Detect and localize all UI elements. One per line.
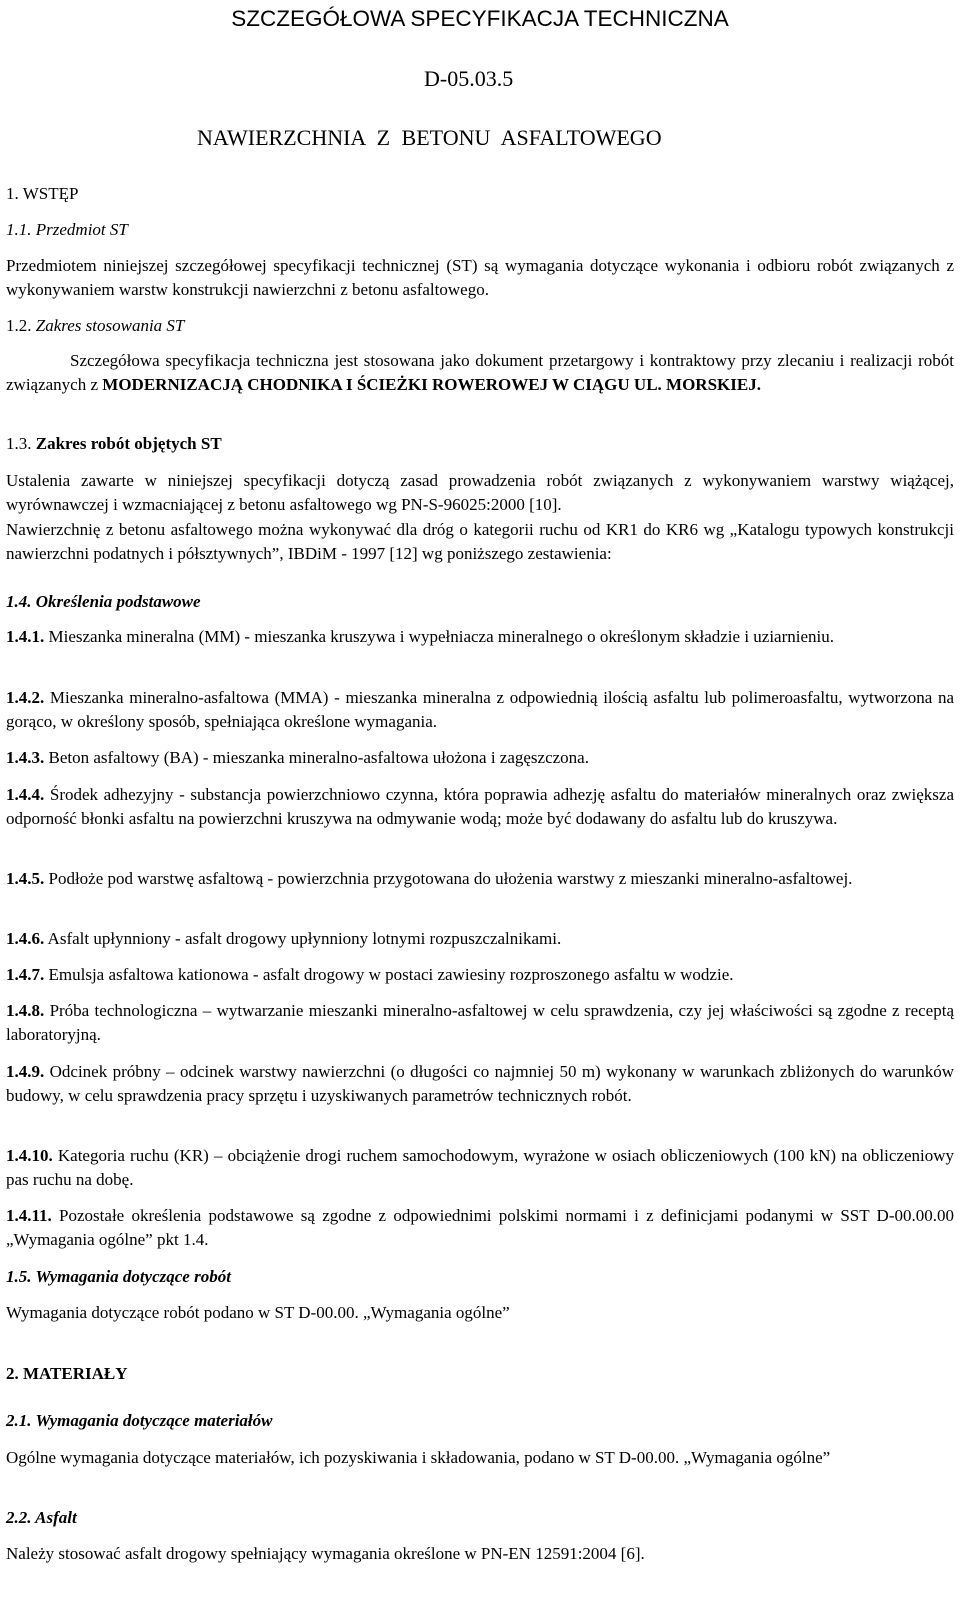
definition-1-4-1 (6, 625, 954, 649)
heading-1-5: 1.5. Wymagania dotyczące robót (6, 1267, 231, 1286)
heading-1-4: 1.4. Określenia podstawowe (6, 592, 201, 611)
paragraph-1-2-text: Szczegółowa specyfikacja techniczna jest stosowana jako dokument przetargowy i kontraktowy przy zlecaniu i realizacji robót związanych z (6, 351, 954, 394)
definition-text: Podłoże pod warstwę asfaltową - powierzchnia przygotowana do ułożenia warstwy z mieszanki mineralno-asfaltowej. (44, 869, 853, 888)
definition-number: 1.4.11. (6, 1206, 52, 1225)
definition-number: 1.4.5. (6, 869, 45, 888)
spec-subtitle: NAWIERZCHNIA Z BETONU ASFALTOWEGO (197, 125, 662, 150)
definition-number: 1.4.10. (6, 1146, 53, 1165)
definition-text: Mieszanka mineralno-asfaltowa (MMA) - mieszanka mineralna z odpowiednią ilością asfaltu lub polimeroasfaltu, wytworzona na gorąco, w określony sposób, spełniająca określone wymagania. (6, 688, 954, 731)
heading-1-2-title: Zakres stosowania ST (35, 316, 185, 335)
spec-code: D-05.03.5 (424, 66, 514, 91)
definition-1-4-11 (6, 1204, 954, 1251)
definition-number: 1.4.8. (6, 1001, 45, 1020)
paragraph-2-1: Ogólne wymagania dotyczące materiałów, ich pozyskiwania i składowania, podano w ST D-00.00. „Wymagania ogólne” (6, 1448, 831, 1467)
definition-1-4-3 (6, 746, 954, 770)
definition-number: 1.4.3. (6, 748, 45, 767)
definition-number: 1.4.4. (6, 785, 45, 804)
heading-1-3-number: 1.3. (6, 434, 32, 453)
heading-1-3 (6, 432, 954, 456)
paragraph-1-2 (6, 349, 954, 396)
definition-1-4-10 (6, 1144, 954, 1191)
section-2-heading: 2. MATERIAŁY (6, 1364, 128, 1383)
heading-1-1: 1.1. Przedmiot ST (6, 220, 128, 239)
definition-1-4-7 (6, 963, 954, 987)
definition-1-4-9 (6, 1060, 954, 1107)
document-title: SZCZEGÓŁOWA SPECYFIKACJA TECHNICZNA (231, 6, 729, 31)
section-1-heading: 1. WSTĘP (6, 184, 79, 203)
heading-1-2-number: 1.2. (6, 316, 32, 335)
definition-text: Odcinek próbny – odcinek warstwy nawierzchni (o długości co najmniej 50 m) wykonany w warunkach zbliżonych do warunków budowy, w celu sprawdzenia pracy sprzętu i uzyskiwanych parametrów technicznych robót. (6, 1062, 954, 1105)
definition-1-4-4 (6, 783, 954, 830)
definition-text: Próba technologiczna – wytwarzanie mieszanki mineralno-asfaltowej w celu sprawdzenia, czy jej właściwości są zgodne z receptą laboratoryjną. (6, 1001, 954, 1044)
heading-2-1: 2.1. Wymagania dotyczące materiałów (6, 1411, 273, 1430)
paragraph-1-5: Wymagania dotyczące robót podano w ST D-00.00. „Wymagania ogólne” (6, 1303, 510, 1322)
definition-text: Beton asfaltowy (BA) - mieszanka mineralno-asfaltowa ułożona i zagęszczona. (44, 748, 589, 767)
definition-text: Pozostałe określenia podstawowe są zgodne z odpowiednimi polskimi normami i z definicjami podanymi w SST D-00.00.00 „Wymagania ogólne” pkt 1.4. (6, 1206, 954, 1249)
paragraph-2-2: Należy stosować asfalt drogowy spełniający wymagania określone w PN-EN 12591:2004 [6]. (6, 1544, 645, 1563)
definition-number: 1.4.2. (6, 688, 45, 707)
heading-2-2: 2.2. Asfalt (6, 1508, 77, 1527)
paragraph-1-1: Przedmiotem niniejszej szczegółowej specyfikacji technicznej (ST) są wymagania dotyczące wykonania i odbioru robót związanych z wykonywaniem warstw konstrukcji nawierzchni z betonu asfaltowego. (6, 256, 954, 299)
definition-1-4-2 (6, 686, 954, 733)
paragraph-1-3-a: Ustalenia zawarte w niniejszej specyfikacji dotyczą zasad prowadzenia robót związanych z wykonywaniem warstwy wiążącej, wyrównawczej i wzmacniającej z betonu asfaltowego wg PN-S-96025:2000 [10]. (6, 471, 954, 514)
definition-number: 1.4.9. (6, 1062, 45, 1081)
definition-text: Emulsja asfaltowa kationowa - asfalt drogowy w postaci zawiesiny rozproszonego asfaltu w wodzie. (44, 965, 734, 984)
definition-text: Asfalt upłynniony - asfalt drogowy upłynniony lotnymi rozpuszczalnikami. (44, 929, 562, 948)
definition-text: Mieszanka mineralna (MM) - mieszanka kruszywa i wypełniacza mineralnego o określonym składzie i uziarnieniu. (44, 627, 835, 646)
definition-1-4-8 (6, 999, 954, 1046)
project-name: MODERNIZACJĄ CHODNIKA I ŚCIEŻKI ROWEROWEJ W CIĄGU UL. MORSKIEJ. (102, 374, 761, 394)
definition-1-4-6 (6, 927, 954, 951)
definition-1-4-5 (6, 867, 954, 891)
definition-number: 1.4.6. (6, 929, 45, 948)
heading-1-2 (6, 314, 954, 338)
heading-1-3-title: Zakres robót objętych ST (35, 434, 222, 453)
definition-number: 1.4.7. (6, 965, 45, 984)
paragraph-1-3-b: Nawierzchnię z betonu asfaltowego można wykonywać dla dróg o kategorii ruchu od KR1 do KR6 wg „Katalogu typowych konstrukcji nawierzchni podatnych i półsztywnych”, IBDiM - 1997 [12] wg poniższego zestawienia: (6, 520, 954, 563)
definition-number: 1.4.1. (6, 627, 45, 646)
definition-text: Środek adhezyjny - substancja powierzchniowo czynna, która poprawia adhezję asfaltu do materiałów mineralnych oraz zwiększa odporność błonki asfaltu na powierzchni kruszywa na odmywanie wodą; może być dodawany do asfaltu lub do kruszywa. (6, 785, 954, 828)
definition-text: Kategoria ruchu (KR) – obciążenie drogi ruchem samochodowym, wyrażone w osiach obliczeniowych (100 kN) na obliczeniowy pas ruchu na dobę. (6, 1146, 954, 1189)
